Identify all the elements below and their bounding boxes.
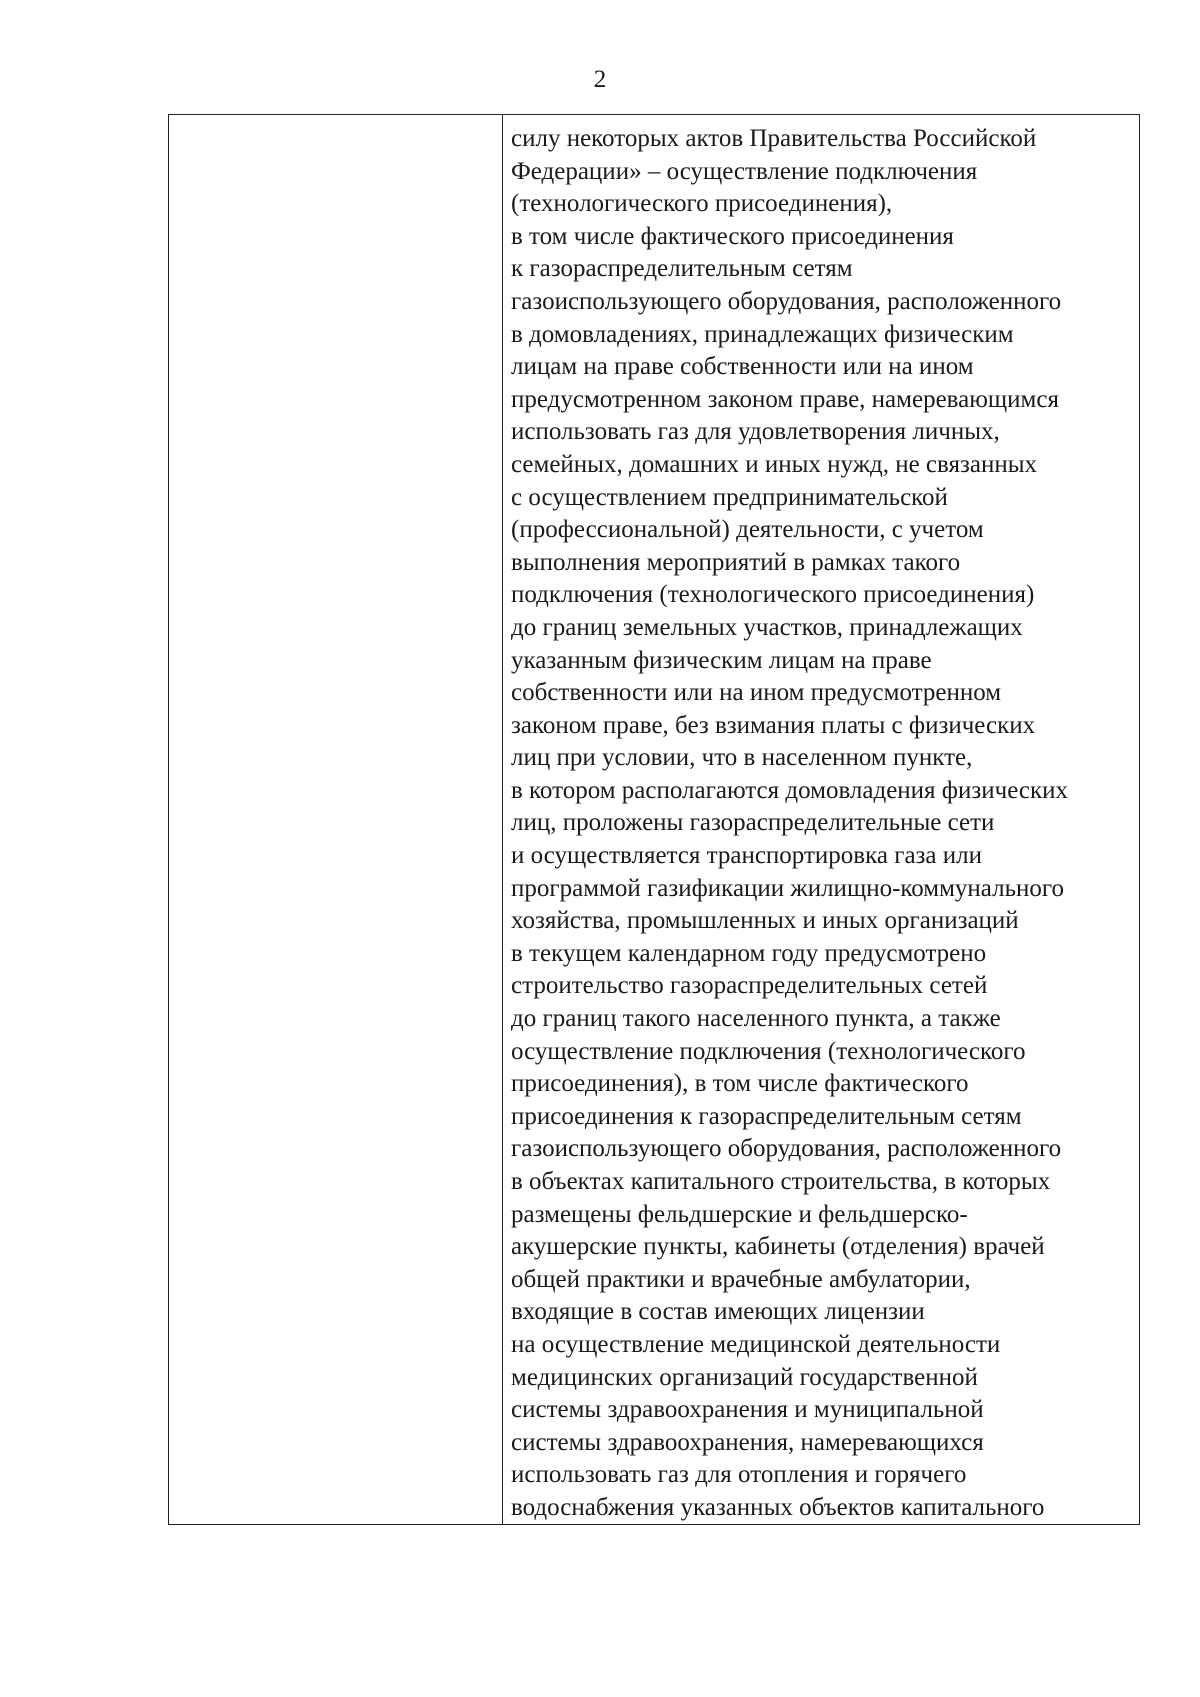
text-line: системы здравоохранения, намеревающихся [511, 1428, 984, 1456]
text-line: (профессиональной) деятельности, с учетом [511, 516, 984, 544]
text-line: в том числе фактического присоединения [511, 222, 954, 250]
text-line: указанным физическим лицам на праве [511, 646, 932, 674]
text-line: лицам на праве собственности или на ином [511, 353, 974, 381]
text-line: использовать газ для отопления и горячего [511, 1461, 967, 1489]
text-line: программой газификации жилищно-коммунального [511, 874, 1065, 902]
text-line: общей практики и врачебные амбулатории, [511, 1265, 971, 1293]
text-line: медицинских организаций государственной [511, 1363, 978, 1391]
text-line: предусмотренном законом праве, намеревающимся [511, 385, 1059, 413]
text-line: силу некоторых актов Правительства Российской [511, 125, 1037, 152]
text-line: лиц при условии, что в населенном пункте, [511, 744, 973, 772]
text-line: строительство газораспределительных сетей [511, 972, 988, 1000]
text-line: на осуществление медицинской деятельности [511, 1330, 1001, 1358]
text-line: в объектах капитального строительства, в которых [511, 1168, 1051, 1195]
text-line: (технологического присоединения), [511, 190, 893, 218]
text-line: Федерации» – осуществление подключения [511, 157, 978, 185]
document-table [168, 114, 1140, 1525]
table-left-cell [169, 115, 503, 1524]
text-line: лиц, проложены газораспределительные сети [511, 809, 995, 837]
text-line: размещены фельдшерские и фельдшерско- [511, 1200, 968, 1228]
text-line: в котором располагаются домовладения физических [511, 776, 1069, 804]
text-line: водоснабжения указанных объектов капитального [511, 1493, 1045, 1521]
text-line: и осуществляется транспортировка газа или [511, 842, 983, 870]
text-line: подключения (технологического присоединения) [511, 581, 1035, 609]
text-line: присоединения к газораспределительным сетям [511, 1102, 1022, 1130]
text-line: выполнения мероприятий в рамках такого [511, 548, 961, 576]
text-line: в домовладениях, принадлежащих физическим [511, 320, 1014, 348]
text-line: к газораспределительным сетям [511, 255, 853, 283]
text-line: с осуществлением предпринимательской [511, 483, 948, 511]
table-right-cell [503, 115, 1139, 1524]
text-line: газоиспользующего оборудования, расположенного [511, 287, 1062, 315]
text-line: входящие в состав имеющих лицензии [511, 1298, 925, 1326]
page-number: 2 [593, 66, 607, 93]
text-line: использовать газ для удовлетворения личных, [511, 418, 1000, 446]
text-line: акушерские пункты, кабинеты (отделения) врачей [511, 1233, 1045, 1261]
text-line: законом праве, без взимания платы с физических [511, 711, 1036, 739]
text-line: до границ такого населенного пункта, а также [511, 1005, 1001, 1033]
text-line: до границ земельных участков, принадлежащих [511, 613, 1023, 641]
text-line: осуществление подключения (технологического [511, 1037, 1026, 1065]
text-line: собственности или на ином предусмотренном [511, 679, 1002, 707]
text-line: семейных, домашних и иных нужд, не связанных [511, 450, 1038, 478]
text-line: системы здравоохранения и муниципальной [511, 1396, 984, 1424]
text-line: присоединения), в том числе фактического [511, 1070, 969, 1098]
text-line: газоиспользующего оборудования, расположенного [511, 1135, 1062, 1163]
text-line: хозяйства, промышленных и иных организаций [511, 907, 1019, 935]
text-line: в текущем календарном году предусмотрено [511, 939, 987, 967]
